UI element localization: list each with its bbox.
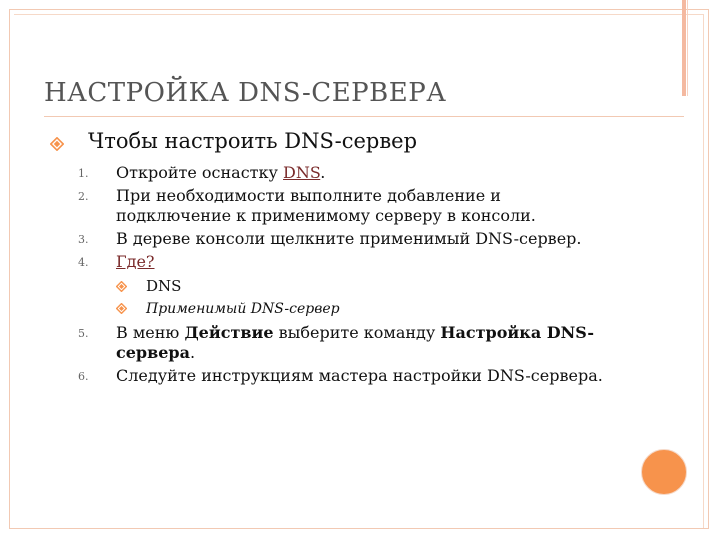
sub-item-text: Применимый DNS-сервер xyxy=(146,301,340,317)
step-number: 2. xyxy=(78,190,89,203)
list-item xyxy=(78,163,618,183)
list-item xyxy=(78,229,618,249)
step-text: При необходимости выполните добавление и подключение к применимому серверу в консоли. xyxy=(116,186,536,225)
menu-name: Действие xyxy=(184,323,274,342)
sub-list xyxy=(116,275,618,320)
step-number: 6. xyxy=(78,370,89,383)
step-text: Откройте оснастку xyxy=(116,163,284,182)
decor-bar xyxy=(682,0,686,96)
diamond-bullet-icon xyxy=(116,281,127,292)
step-number: 5. xyxy=(78,327,89,340)
list-item xyxy=(78,252,618,320)
orange-circle-decoration xyxy=(641,449,687,495)
diamond-bullet-icon xyxy=(116,303,127,314)
sub-list-item xyxy=(116,297,618,320)
step-number: 4. xyxy=(78,256,89,269)
steps-list xyxy=(78,163,618,389)
list-item xyxy=(78,323,618,363)
page-title: НАСТРОЙКА DNS-СЕРВЕРА xyxy=(44,78,447,108)
step-text-mid: выберите команду xyxy=(273,323,441,342)
step-text: В меню xyxy=(116,323,185,342)
list-item xyxy=(78,366,618,386)
decor-bar-thin xyxy=(687,0,688,96)
intro-text: Чтобы настроить DNS-сервер xyxy=(88,129,418,153)
step-text-end: . xyxy=(320,163,326,182)
title-divider xyxy=(44,116,684,117)
step-text: В дереве консоли щелкните применимый DNS-сервер. xyxy=(116,229,582,248)
diamond-bullet-icon xyxy=(50,137,64,151)
step-number: 1. xyxy=(78,167,89,180)
step-text: Следуйте инструкциям мастера настройки DNS-сервера. xyxy=(116,366,603,385)
command-name: Настройка DNS-сервера xyxy=(116,323,595,362)
step-number: 3. xyxy=(78,233,89,246)
step-text-end: . xyxy=(189,343,196,362)
dns-link[interactable]: DNS xyxy=(283,163,321,182)
sub-item-text: DNS xyxy=(146,277,182,295)
sub-list-item xyxy=(116,275,618,297)
list-item xyxy=(78,186,618,226)
where-link[interactable]: Где? xyxy=(116,252,155,271)
